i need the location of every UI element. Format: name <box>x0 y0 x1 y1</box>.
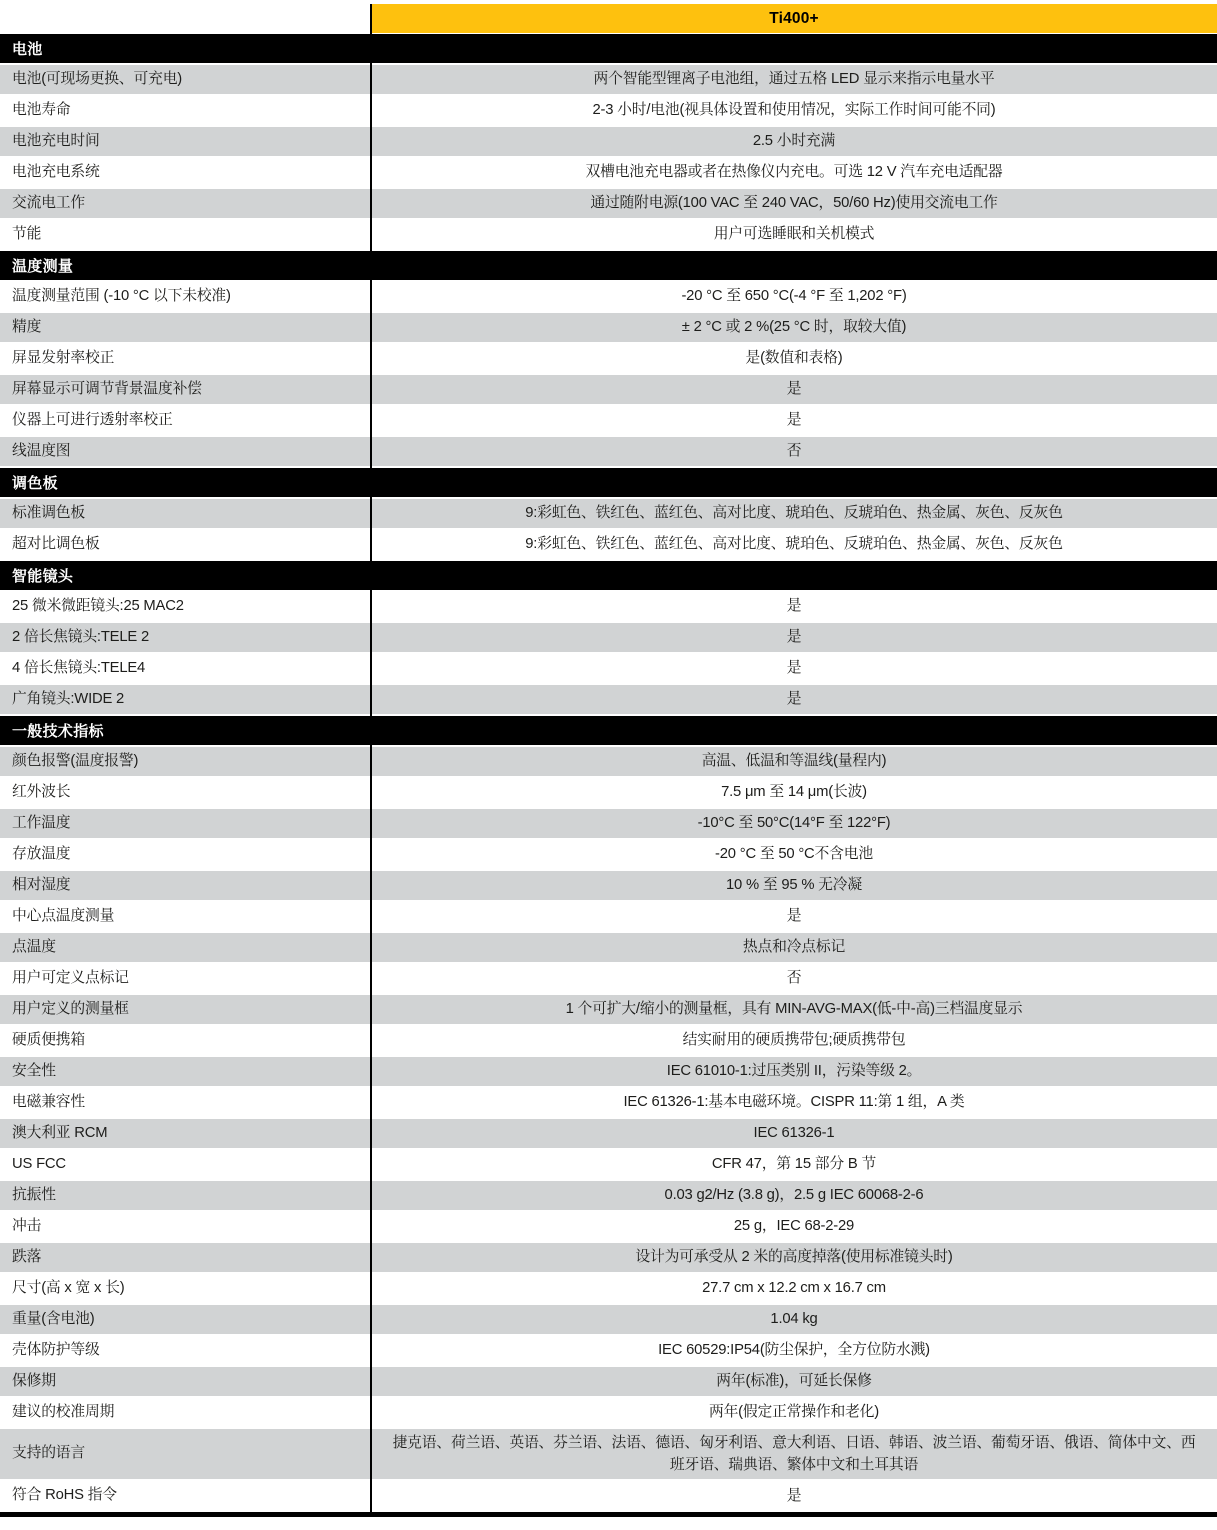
spec-label: 尺寸(高 x 宽 x 长) <box>12 1279 125 1296</box>
spec-label: US FCC <box>12 1155 66 1172</box>
spec-row <box>0 871 1217 900</box>
spec-value: 两年(假定正常操作和老化) <box>708 1404 880 1421</box>
spec-row <box>0 933 1217 962</box>
spec-label: 用户可定义点标记 <box>12 969 129 986</box>
spec-row <box>0 189 1217 218</box>
spec-row <box>0 406 1217 435</box>
spec-value: IEC 61010-1:过压类别 II，污染等级 2。 <box>666 1063 922 1080</box>
spec-row <box>0 592 1217 621</box>
spec-label: 跌落 <box>12 1248 42 1265</box>
spec-label: 25 微米微距镜头:25 MAC2 <box>12 597 184 614</box>
spec-row <box>0 158 1217 187</box>
spec-value: CFR 47，第 15 部分 B 节 <box>711 1156 877 1173</box>
spec-row <box>0 840 1217 869</box>
spec-value: ± 2 °C 或 2 %(25 °C 时，取较大值) <box>681 319 907 336</box>
spec-row <box>0 1212 1217 1241</box>
spec-label: 建议的校准周期 <box>12 1403 115 1420</box>
section-header-2: 温度测量 <box>0 251 1217 280</box>
spec-value: 2-3 小时/电池(视具体设置和使用情况，实际工作时间可能不同) <box>592 102 996 119</box>
spec-value: 用户可选睡眠和关机模式 <box>713 226 875 243</box>
spec-value: -10°C 至 50°C(14°F 至 122°F) <box>697 815 891 832</box>
spec-row <box>0 127 1217 156</box>
spec-row <box>0 1367 1217 1396</box>
spec-value: -20 °C 至 50 °C不含电池 <box>715 846 873 863</box>
spec-row <box>0 1119 1217 1148</box>
spec-label: 保修期 <box>12 1372 56 1389</box>
spec-value: 双槽电池充电器或者在热像仪内充电。可选 12 V 汽车充电适配器 <box>585 164 1003 181</box>
header-spacer <box>0 4 371 33</box>
spec-label: 电池充电时间 <box>12 132 100 149</box>
spec-row <box>0 375 1217 404</box>
spec-row <box>0 902 1217 931</box>
spec-value: 两年(标准)，可延长保修 <box>716 1373 872 1390</box>
spec-row <box>0 964 1217 993</box>
spec-label: 红外波长 <box>12 783 71 800</box>
spec-value: 1 个可扩大/缩小的测量框，具有 MIN-AVG-MAX(低-中-高)三档温度显示 <box>565 1001 1023 1018</box>
spec-value: 1.04 kg <box>770 1311 818 1328</box>
spec-label: 中心点温度测量 <box>12 907 115 924</box>
spec-value: 是 <box>786 381 802 398</box>
spec-value: 结实耐用的硬质携带包;硬质携带包 <box>682 1032 906 1049</box>
spec-value: 10 % 至 95 % 无冷凝 <box>726 877 862 894</box>
spec-label: 仪器上可进行透射率校正 <box>12 411 173 428</box>
spec-value: 27.7 cm x 12.2 cm x 16.7 cm <box>702 1280 886 1297</box>
spec-row <box>0 313 1217 342</box>
spec-value: 高温、低温和等温线(量程内) <box>701 753 887 770</box>
spec-value: IEC 60529:IP54(防尘保护，全方位防水溅) <box>658 1342 930 1359</box>
spec-label: 广角镜头:WIDE 2 <box>12 690 125 707</box>
spec-value: 2.5 小时充满 <box>752 133 836 150</box>
spec-value: 7.5 μm 至 14 μm(长波) <box>721 784 867 801</box>
spec-row <box>0 747 1217 776</box>
spec-label: 电磁兼容性 <box>12 1093 85 1110</box>
spec-row <box>0 530 1217 559</box>
spec-label: 存放温度 <box>12 845 71 862</box>
spec-value: 否 <box>786 443 802 460</box>
spec-label: 冲击 <box>12 1217 42 1234</box>
spec-label: 节能 <box>12 225 42 242</box>
spec-label: 壳体防护等级 <box>12 1341 100 1358</box>
spec-label: 电池寿命 <box>12 101 71 118</box>
spec-row <box>0 1243 1217 1272</box>
spec-value: 是 <box>786 629 802 646</box>
spec-value: IEC 61326-1 <box>753 1125 835 1142</box>
spec-row <box>0 1150 1217 1179</box>
spec-value: 捷克语、荷兰语、英语、芬兰语、法语、德语、匈牙利语、意大利语、日语、韩语、波兰语、葡萄牙语、俄语、简体中文、西班牙语、瑞典语、繁体中文和土耳其语 <box>392 1435 1196 1474</box>
spec-row <box>0 1336 1217 1365</box>
spec-sections <box>0 34 1217 1510</box>
spec-row <box>0 809 1217 838</box>
spec-row <box>0 1305 1217 1334</box>
spec-value: 9:彩虹色、铁红色、蓝红色、高对比度、琥珀色、反琥珀色、热金属、灰色、反灰色 <box>525 505 1063 522</box>
section-header-5: 一般技术指标 <box>0 716 1217 745</box>
spec-label: 交流电工作 <box>12 194 85 211</box>
spec-value: 是 <box>786 1487 802 1504</box>
spec-value: 是 <box>786 660 802 677</box>
spec-label: 温度测量范围 (-10 °C 以下未校准) <box>12 287 231 304</box>
spec-row <box>0 623 1217 652</box>
spec-row <box>0 685 1217 714</box>
spec-label: 支持的语言 <box>12 1445 85 1462</box>
spec-row <box>0 344 1217 373</box>
spec-row <box>0 65 1217 94</box>
spec-row <box>0 1274 1217 1303</box>
spec-label: 用户定义的测量框 <box>12 1000 129 1017</box>
spec-value: 否 <box>786 970 802 987</box>
spec-label: 澳大利亚 RCM <box>12 1124 108 1141</box>
spec-label: 超对比调色板 <box>12 535 100 552</box>
section-header-4: 智能镜头 <box>0 561 1217 590</box>
spec-value: 是 <box>786 908 802 925</box>
spec-value: 通过随附电源(100 VAC 至 240 VAC，50/60 Hz)使用交流电工作 <box>590 195 998 212</box>
spec-label: 工作温度 <box>12 814 71 831</box>
spec-label: 安全性 <box>12 1062 56 1079</box>
spec-label: 4 倍长焦镜头:TELE4 <box>12 659 146 676</box>
spec-row <box>0 995 1217 1024</box>
spec-label: 2 倍长焦镜头:TELE 2 <box>12 628 149 645</box>
spec-label: 颜色报警(温度报警) <box>12 752 139 769</box>
spec-value: 0.03 g2/Hz (3.8 g)，2.5 g IEC 60068-2-6 <box>664 1187 924 1204</box>
spec-label: 相对湿度 <box>12 876 71 893</box>
spec-label: 精度 <box>12 318 42 335</box>
spec-row <box>0 1429 1217 1479</box>
spec-label: 重量(含电池) <box>12 1310 95 1327</box>
spec-value: 是(数值和表格) <box>745 350 843 367</box>
spec-label: 屏显发射率校正 <box>12 349 115 366</box>
table-bottom-border <box>0 1512 1217 1517</box>
spec-row <box>0 1026 1217 1055</box>
spec-row <box>0 96 1217 125</box>
spec-row <box>0 282 1217 311</box>
column-divider-line <box>370 4 372 1512</box>
spec-value: 9:彩虹色、铁红色、蓝红色、高对比度、琥珀色、反琥珀色、热金属、灰色、反灰色 <box>525 536 1063 553</box>
spec-label: 电池充电系统 <box>12 163 100 180</box>
spec-row <box>0 220 1217 249</box>
spec-row <box>0 1057 1217 1086</box>
spec-row <box>0 499 1217 528</box>
spec-value: 热点和冷点标记 <box>742 939 846 956</box>
spec-value: 设计为可承受从 2 米的高度掉落(使用标准镜头时) <box>635 1249 953 1266</box>
spec-value: -20 °C 至 650 °C(-4 °F 至 1,202 °F) <box>681 288 907 305</box>
product-name-cell: Ti400+ <box>371 4 1217 33</box>
spec-label: 符合 RoHS 指令 <box>12 1487 117 1504</box>
spec-row <box>0 437 1217 466</box>
spec-value: 是 <box>786 598 802 615</box>
section-header-1: 电池 <box>0 34 1217 63</box>
spec-label: 抗振性 <box>12 1186 56 1203</box>
spec-label: 标准调色板 <box>12 504 85 521</box>
spec-label: 电池(可现场更换、可充电) <box>12 70 183 87</box>
spec-row <box>0 654 1217 683</box>
spec-value: 是 <box>786 412 802 429</box>
section-header-3: 调色板 <box>0 468 1217 497</box>
spec-label: 硬质便携箱 <box>12 1031 85 1048</box>
spec-row <box>0 778 1217 807</box>
spec-label: 点温度 <box>12 938 56 955</box>
spec-value: 两个智能型锂离子电池组，通过五格 LED 显示来指示电量水平 <box>593 71 995 88</box>
product-header-row <box>0 4 1217 33</box>
spec-value: IEC 61326-1:基本电磁环境。CISPR 11:第 1 组，A 类 <box>623 1094 965 1111</box>
spec-label: 线温度图 <box>12 442 71 459</box>
spec-label: 屏幕显示可调节背景温度补偿 <box>12 380 202 397</box>
spec-value: 25 g，IEC 68-2-29 <box>733 1218 855 1235</box>
spec-row <box>0 1481 1217 1510</box>
spec-value: 是 <box>786 691 802 708</box>
spec-row <box>0 1088 1217 1117</box>
spec-row <box>0 1398 1217 1427</box>
spec-row <box>0 1181 1217 1210</box>
